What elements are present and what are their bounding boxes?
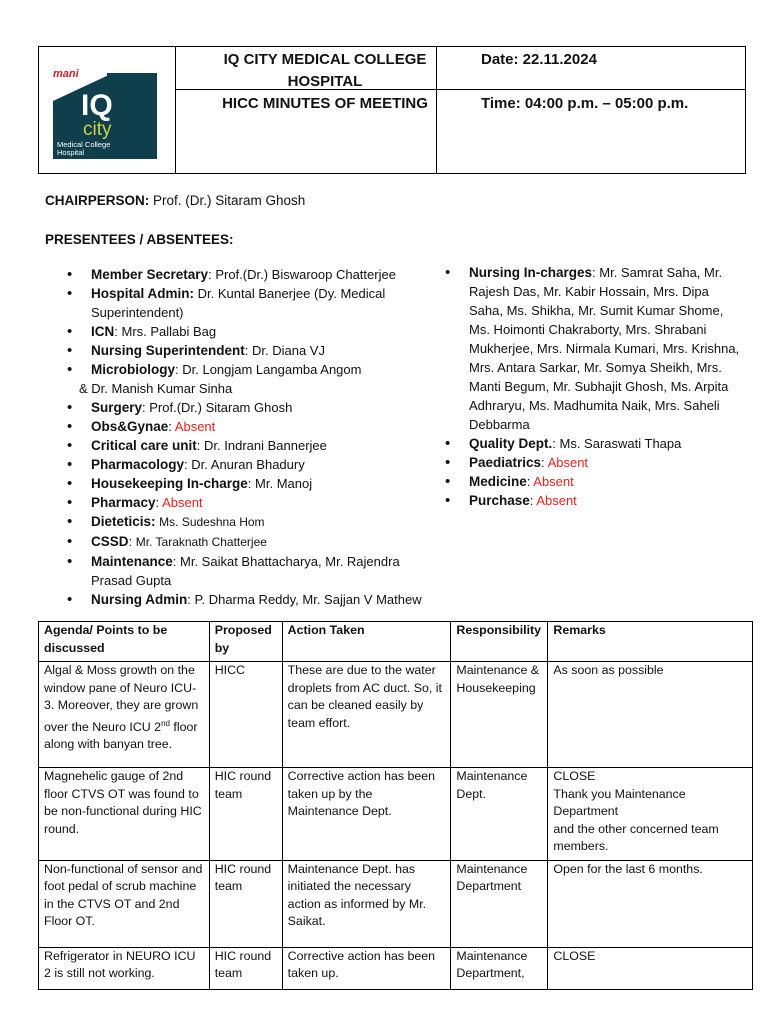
responsibility-cell: Maintenance Department (451, 860, 548, 947)
meeting-date: Date: 22.11.2024 (481, 51, 597, 68)
member-item (67, 265, 437, 284)
action-cell: These are due to the water droplets from AC duct. So, it can be cleaned easily by team effort. (282, 662, 451, 768)
responsibility-cell: Maintenance Department, (451, 947, 548, 989)
proposed-by-cell: HIC round team (209, 860, 282, 947)
member-role: Nursing Superintendent (91, 343, 245, 358)
member-separator: : (175, 362, 183, 377)
member-names: Mr. Samrat Saha, Mr. Rajesh Das, Mr. Kabir Hossain, Mrs. Dipa Saha, Ms. Shikha, Mr. Sumit Kumar Shome, Ms. Hoimonti Chakraborty, Mrs. Shrabani Mukherjee, Mrs. Nirmala Kumari, Mrs. Krishna, Mrs. Antara Sarkar, Mr. Somya Sheikh, Mrs. Manti Begum, Mr. Subhajit Ghosh, Ms. Arpita Adhraryu, Ms. Madhumita Naik, Mrs. Saheli Debbarma (469, 265, 740, 432)
member-names: Prof.(Dr.) Biswaroop Chatterjee (215, 267, 396, 282)
absent-status: Absent (536, 493, 577, 508)
member-role: Critical care unit (91, 438, 197, 453)
hospital-name (176, 49, 474, 93)
svg-text:mani: mani (53, 68, 79, 80)
member-item (67, 341, 437, 360)
col-header-proposed-by: Proposed by (209, 622, 282, 662)
member-separator: : (552, 436, 560, 451)
member-role: ICN (91, 324, 115, 339)
member-separator: : (155, 495, 163, 510)
member-names: Mr. Taraknath Chatterjee (135, 535, 267, 549)
member-names: Dr. Indrani Bannerjee (204, 438, 327, 453)
presentees-heading (45, 232, 234, 247)
member-separator: : (187, 592, 195, 607)
member-item (67, 360, 437, 398)
member-role: Pharmacy (91, 495, 156, 510)
chairperson-label: CHAIRPERSON: (45, 193, 150, 208)
member-item (445, 453, 745, 472)
agenda-cell: Refrigerator in NEURO ICU 2 is still not working. (39, 947, 210, 989)
member-item (445, 491, 745, 510)
member-item (445, 472, 745, 491)
responsibility-cell: Maintenance Dept. (451, 768, 548, 861)
proposed-by-cell: HIC round team (209, 768, 282, 861)
member-names-extra: & Dr. Manish Kumar Sinha (79, 381, 233, 396)
remark-line: CLOSE (553, 769, 596, 783)
action-cell: Maintenance Dept. has initiated the necessary action as informed by Mr. Saikat. (282, 860, 451, 947)
member-names: P. Dharma Reddy, Mr. Sajjan V Mathew (194, 592, 422, 607)
member-role: Obs&Gynae (91, 419, 169, 434)
member-names: Ms. Saraswati Thapa (559, 436, 682, 451)
member-role: Paediatrics (469, 455, 542, 470)
member-separator: : (142, 400, 150, 415)
header-table (38, 46, 746, 174)
proposed-by-cell: HIC round team (209, 947, 282, 989)
presentees-heading-text: PRESENTEES / ABSENTEES: (45, 232, 234, 247)
member-item (67, 322, 437, 341)
remarks-cell (548, 860, 753, 947)
table-row (39, 860, 753, 947)
member-separator: : (184, 457, 192, 472)
hospital-name-line2: HOSPITAL (287, 73, 363, 90)
responsibility-cell: Maintenance & Housekeeping (451, 662, 548, 768)
svg-text:city: city (83, 119, 112, 140)
member-role: Medicine (469, 474, 527, 489)
absent-status: Absent (162, 495, 203, 510)
col-header-responsibility: Responsibility (451, 622, 548, 662)
col-header-agenda: Agenda/ Points to be discussed (39, 622, 210, 662)
member-item (67, 493, 437, 512)
member-item (67, 417, 437, 436)
table-row (39, 662, 753, 768)
agenda-cell: Magnehelic gauge of 2nd floor CTVS OT was found to be non-functional during HIC round. (39, 768, 210, 861)
member-role: Nursing Admin (91, 592, 188, 607)
agenda-table (38, 621, 753, 990)
member-item (445, 263, 745, 434)
remark-line: CLOSE (553, 948, 596, 963)
member-item (67, 284, 437, 322)
remarks-cell (548, 662, 753, 768)
agenda-superscript: nd (161, 718, 170, 728)
member-role: Housekeeping In-charge (91, 476, 248, 491)
member-names: Dr. Longjam Langamba Angom (182, 362, 362, 377)
member-separator: : (541, 455, 548, 470)
member-names: Mr. Saikat Bhattacharya, Mr. Rajendra Prasad Gupta (91, 554, 400, 588)
member-role: Purchase (469, 493, 530, 508)
member-separator: : (244, 343, 252, 358)
member-item (67, 455, 437, 474)
member-item (67, 552, 437, 590)
table-row (39, 768, 753, 861)
member-role: Surgery (91, 400, 143, 415)
member-item (67, 398, 437, 417)
document-title: HICC MINUTES OF MEETING (222, 95, 428, 112)
remark-line: As soon as possible (553, 663, 664, 677)
proposed-by-cell: HICC (209, 662, 282, 768)
remark-line: Open for the last 6 months. (553, 861, 703, 876)
member-separator: : (526, 474, 534, 489)
chairperson-value: Prof. (Dr.) Sitaram Ghosh (149, 193, 306, 208)
member-names: Dr. Diana VJ (252, 343, 325, 358)
member-names: Mrs. Pallabi Bag (121, 324, 217, 339)
member-item (67, 590, 437, 609)
agenda-text: Algal & Moss growth on the window pane of Neuro ICU-3. Moreover, they are grown over the Neuro ICU 2 (44, 663, 199, 734)
member-separator: : (529, 493, 537, 508)
member-separator: : (114, 324, 122, 339)
member-role: Microbiology (91, 362, 175, 377)
member-item (67, 532, 437, 552)
member-role: Maintenance (91, 554, 173, 569)
agenda-text: floor along with banyan tree. (44, 719, 198, 752)
member-separator: : (592, 265, 600, 280)
member-names: Dr. Anuran Bhadury (191, 457, 305, 472)
member-separator: : (208, 267, 216, 282)
agenda-cell: Non-functional of sensor and foot pedal of scrub machine in the CTVS OT and 2nd Floor OT. (39, 860, 210, 947)
action-cell: Corrective action has been taken up. (282, 947, 451, 989)
remarks-cell (548, 947, 753, 989)
remarks-cell (548, 768, 753, 861)
member-separator: : (196, 438, 205, 453)
member-role: Nursing In-charges (469, 265, 593, 280)
members-list-left (67, 265, 437, 609)
member-separator: : (168, 419, 175, 434)
member-item (67, 436, 437, 455)
member-role: Hospital Admin: (91, 286, 194, 301)
remark-line: Thank you Maintenance Department (553, 786, 686, 818)
absent-status: Absent (174, 419, 216, 434)
hospital-logo (51, 67, 163, 163)
member-role: CSSD (91, 534, 129, 549)
chairperson-line (45, 193, 305, 208)
member-separator: : (128, 534, 136, 549)
member-names: Mr. Manoj (255, 476, 313, 491)
svg-text:IQ: IQ (81, 89, 113, 122)
action-cell: Corrective action has been taken up by the Maintenance Dept. (282, 768, 451, 861)
member-role: Pharmacology (91, 457, 185, 472)
member-separator: : (247, 476, 256, 491)
absent-status: Absent (547, 455, 589, 470)
member-item (67, 474, 437, 493)
member-item (445, 434, 745, 453)
member-role: Dieteticis: (91, 514, 156, 529)
col-header-remarks: Remarks (548, 622, 753, 662)
remark-line: and the other concerned team members. (553, 821, 719, 853)
member-item (67, 512, 437, 532)
agenda-header-row (39, 622, 753, 662)
member-role: Quality Dept. (469, 436, 553, 451)
table-row (39, 947, 753, 989)
hospital-name-line1: IQ CITY MEDICAL COLLEGE (223, 51, 427, 68)
member-names: Prof.(Dr.) Sitaram Ghosh (149, 400, 293, 415)
absent-status: Absent (533, 474, 574, 489)
agenda-cell (39, 662, 210, 768)
member-separator: : (172, 554, 181, 569)
svg-text:Medical College: Medical College (57, 140, 111, 149)
members-list-right (445, 263, 745, 510)
hospital-logo-graphic (51, 67, 163, 163)
svg-text:Hospital: Hospital (57, 148, 85, 157)
col-header-action-taken: Action Taken (282, 622, 451, 662)
member-role: Member Secretary (91, 267, 209, 282)
member-names: Dr. Kuntal Banerjee (Dy. Medical Superintendent) (91, 286, 386, 320)
meeting-time: Time: 04:00 p.m. – 05:00 p.m. (481, 95, 689, 112)
member-names: Ms. Sudeshna Hom (159, 515, 265, 529)
